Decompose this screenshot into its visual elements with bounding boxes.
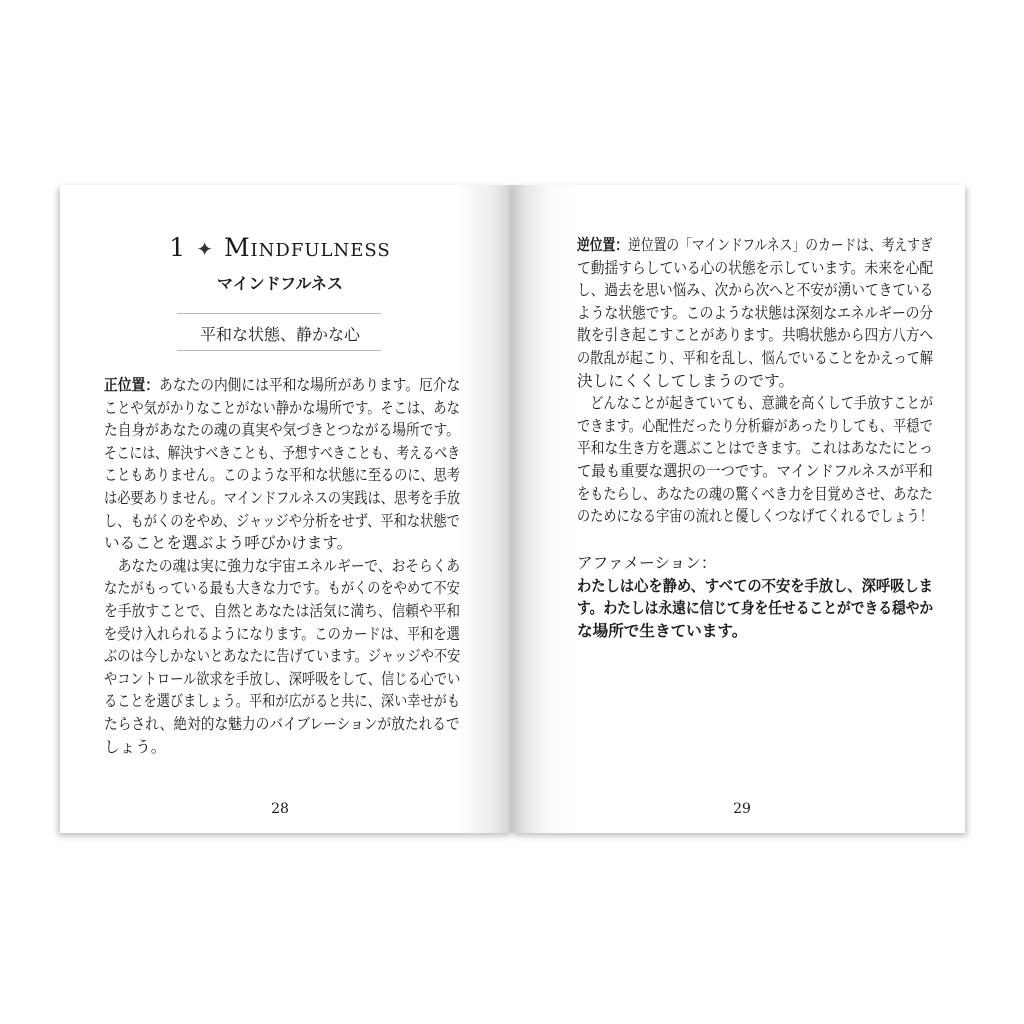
left-page [60,185,512,833]
affirmation-label: アファメーション： [577,554,717,572]
affirmation-line: わたしは心を静め、すべての不安を手放し、深呼吸しま [577,575,933,595]
body-line: そこには、解決すべきことも、予想すべきことも、考えるべき [104,443,461,462]
body-line: をもたらし、あなたの魂の驚くべき力を目覚めさせ、あなた [577,484,933,503]
four-point-star-icon: ✦ [196,237,214,261]
body-line: 平和な生き方を選ぶことはできます。これはあなたにとっ [577,439,933,458]
divider-bottom [177,350,381,351]
body-line: ような状態です。このような状態は深刻なエネルギーの分 [577,303,934,322]
body-line: こともありません。このような平和な状態に至るのに、思考 [104,466,460,485]
body-line: ことや気がかりなことがない静かな場所です。そこは、あな [104,398,460,417]
body-line: たらされ、絶対的な魅力のバイブレーションが放たれるで [104,714,460,733]
body-line: どんなことが起きていても、意識を高くして手放すことが [577,394,934,413]
affirmation [577,552,933,642]
body-line: し、もがくのをやめ、ジャッジや分析をせず、平和な状態で [104,511,460,530]
card-theme: 平和な状態、静かな心 [199,325,360,344]
body-line: の散乱が起こり、平和を乱し、悩んでいることをかえって解 [577,348,934,367]
body-line: しょう。 [104,737,167,756]
body-line: のためになる宇宙の流れと優しくつなげてくれるでしょう！ [577,507,933,526]
body-line: は必要ありません。マインドフルネスの実践は、思考を手放 [104,488,461,507]
upright-text [104,374,460,758]
position-label: 正位置： [104,375,159,394]
body-line [577,234,933,257]
body-line: て最も重要な選択の一つです。マインドフルネスが平和 [577,461,933,480]
body-line: を受け入れられるようになります。このカードは、平和を選 [104,624,460,643]
right-page [512,185,965,833]
divider-top [177,313,381,314]
page-number: 29 [733,801,751,817]
body-line-text: あなたの内側には平和な場所があります。厄介な [158,376,461,394]
affirmation-line: す。わたしは永遠に信じて身を任せることができる穏やか [577,598,934,618]
body-line: し、過去を思い悩み、次から次へと不安が湧いてきている [577,281,934,300]
position-label: 逆位置： [577,235,629,254]
page-number: 28 [271,801,289,817]
body-line: て動揺すらしている心の状態を示しています。未来を心配 [577,258,934,277]
body-line: を手放すことで、自然とあなたは活気に満ち、信頼や平和 [104,601,461,620]
body-line-text: 逆位置の「マインドフルネス」のカードは、考えすぎ [628,236,933,254]
body-line [104,374,461,397]
body-line: あなたの魂は実に強力な宇宙エネルギーで、おそらくあ [104,556,461,575]
affirmation-line: な場所で生きています。 [577,620,748,640]
body-line: できます。心配性だったり分析癖があったりしても、平穏で [577,416,933,435]
body-line: なたがもっている最も大きな力です。もがくのをやめて不安 [104,579,460,598]
body-line: いることを選ぶよう呼びかけます。 [104,534,353,553]
card-title [60,233,500,262]
card-number: 1 [169,233,187,262]
body-line: た自身があなたの魂の真実や気づきとつながる場所です。 [104,421,460,440]
body-line: 散を引き起こすことがあります。共鳴状態から四方八方へ [577,326,934,345]
reversed-text [577,234,933,528]
card-title-text: Mindfulness [223,233,391,262]
body-line: ぶのは今しかないとあなたに告げています。ジャッジや不安 [104,647,461,666]
body-line: ることを選びましょう。平和が広がると共に、深い幸せがも [104,692,461,711]
body-line: 決しにくくしてしまうのです。 [577,371,795,390]
card-subtitle: マインドフルネス [216,274,344,293]
body-line: やコントロール欲求を手放し、深呼吸をして、信じる心でい [104,669,461,688]
